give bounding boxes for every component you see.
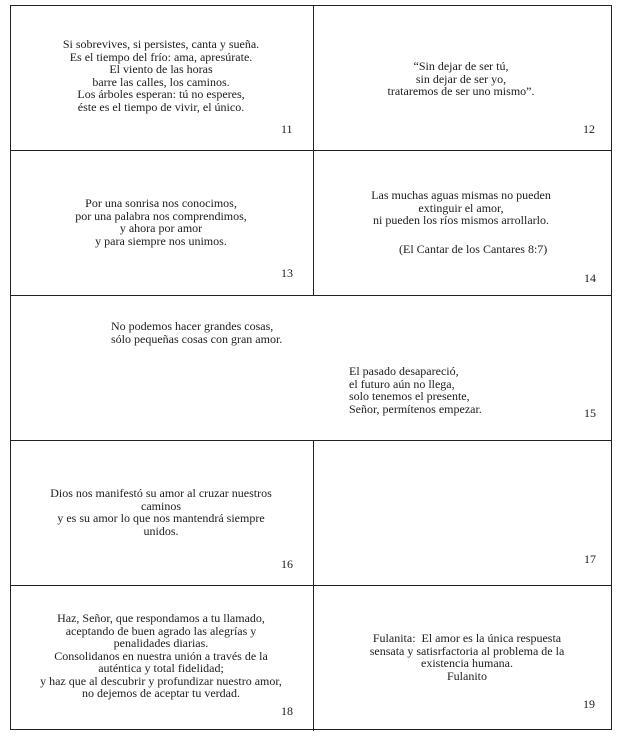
card-19-text: Fulanita: El amor es la única respuesta sensata y satisrfactoria al problema de la existencia humana. Fulanito [369,631,565,683]
card-12-number: 12 [583,122,595,136]
row-divider [11,150,611,151]
card-12-text: “Sin dejar de ser tú, sin dejar de ser yo, trataremos de ser uno mismo”. [387,59,535,98]
card-15-number: 15 [584,406,596,420]
card-15-text-b: El pasado desapareció, el futuro aún no llega, solo tenemos el presente, Señor, permítenos empezar. [349,364,482,416]
card-18-text: Haz, Señor, que respondamos a tu llamado, aceptando de buen agrado las alegrías y penalidades diarias. Consolidanos en nuestra unión a través de la auténtica y total fidelidad; y haz que al descubrir y profundizar nuestro amor, no dejemos de aceptar tu verdad. [40,611,282,700]
card-16-number: 16 [281,557,293,571]
card-11-number: 11 [281,122,293,136]
row-divider [11,585,611,586]
card-14-text: Las muchas aguas mismas no pueden extinguir el amor, ni pueden los ríos mismos arrollarlo. [371,188,551,227]
card-15-text-a: No podemos hacer grandes cosas, sólo pequeñas cosas con gran amor. [111,319,283,346]
card-18-number: 18 [281,704,293,718]
card-14-citation: (El Cantar de los Cantares 8:7) [399,242,548,256]
row-divider [11,440,611,441]
card-14-number: 14 [584,271,596,285]
card-17-number: 17 [584,552,596,566]
card-11-text: Si sobrevives, si persistes, canta y sueña. Es el tiempo del frío: ama, apresúrate. El viento de las horas barre las calles, los caminos. Los árboles esperan: tú no esperes, éste es el tiempo de vivir, el único. [62,37,260,114]
column-divider [313,440,314,731]
card-19-number: 19 [583,697,595,711]
card-13-number: 13 [281,266,293,280]
card-16-text: Dios nos manifestó su amor al cruzar nuestros caminos y es su amor lo que nos mantendrá siempre unidos. [50,486,272,538]
card-13-text: Por una sonrisa nos conocimos, por una palabra nos comprendimos, y ahora por amor y para siempre nos unimos. [75,196,247,248]
column-divider [313,6,314,295]
row-divider [11,295,611,296]
